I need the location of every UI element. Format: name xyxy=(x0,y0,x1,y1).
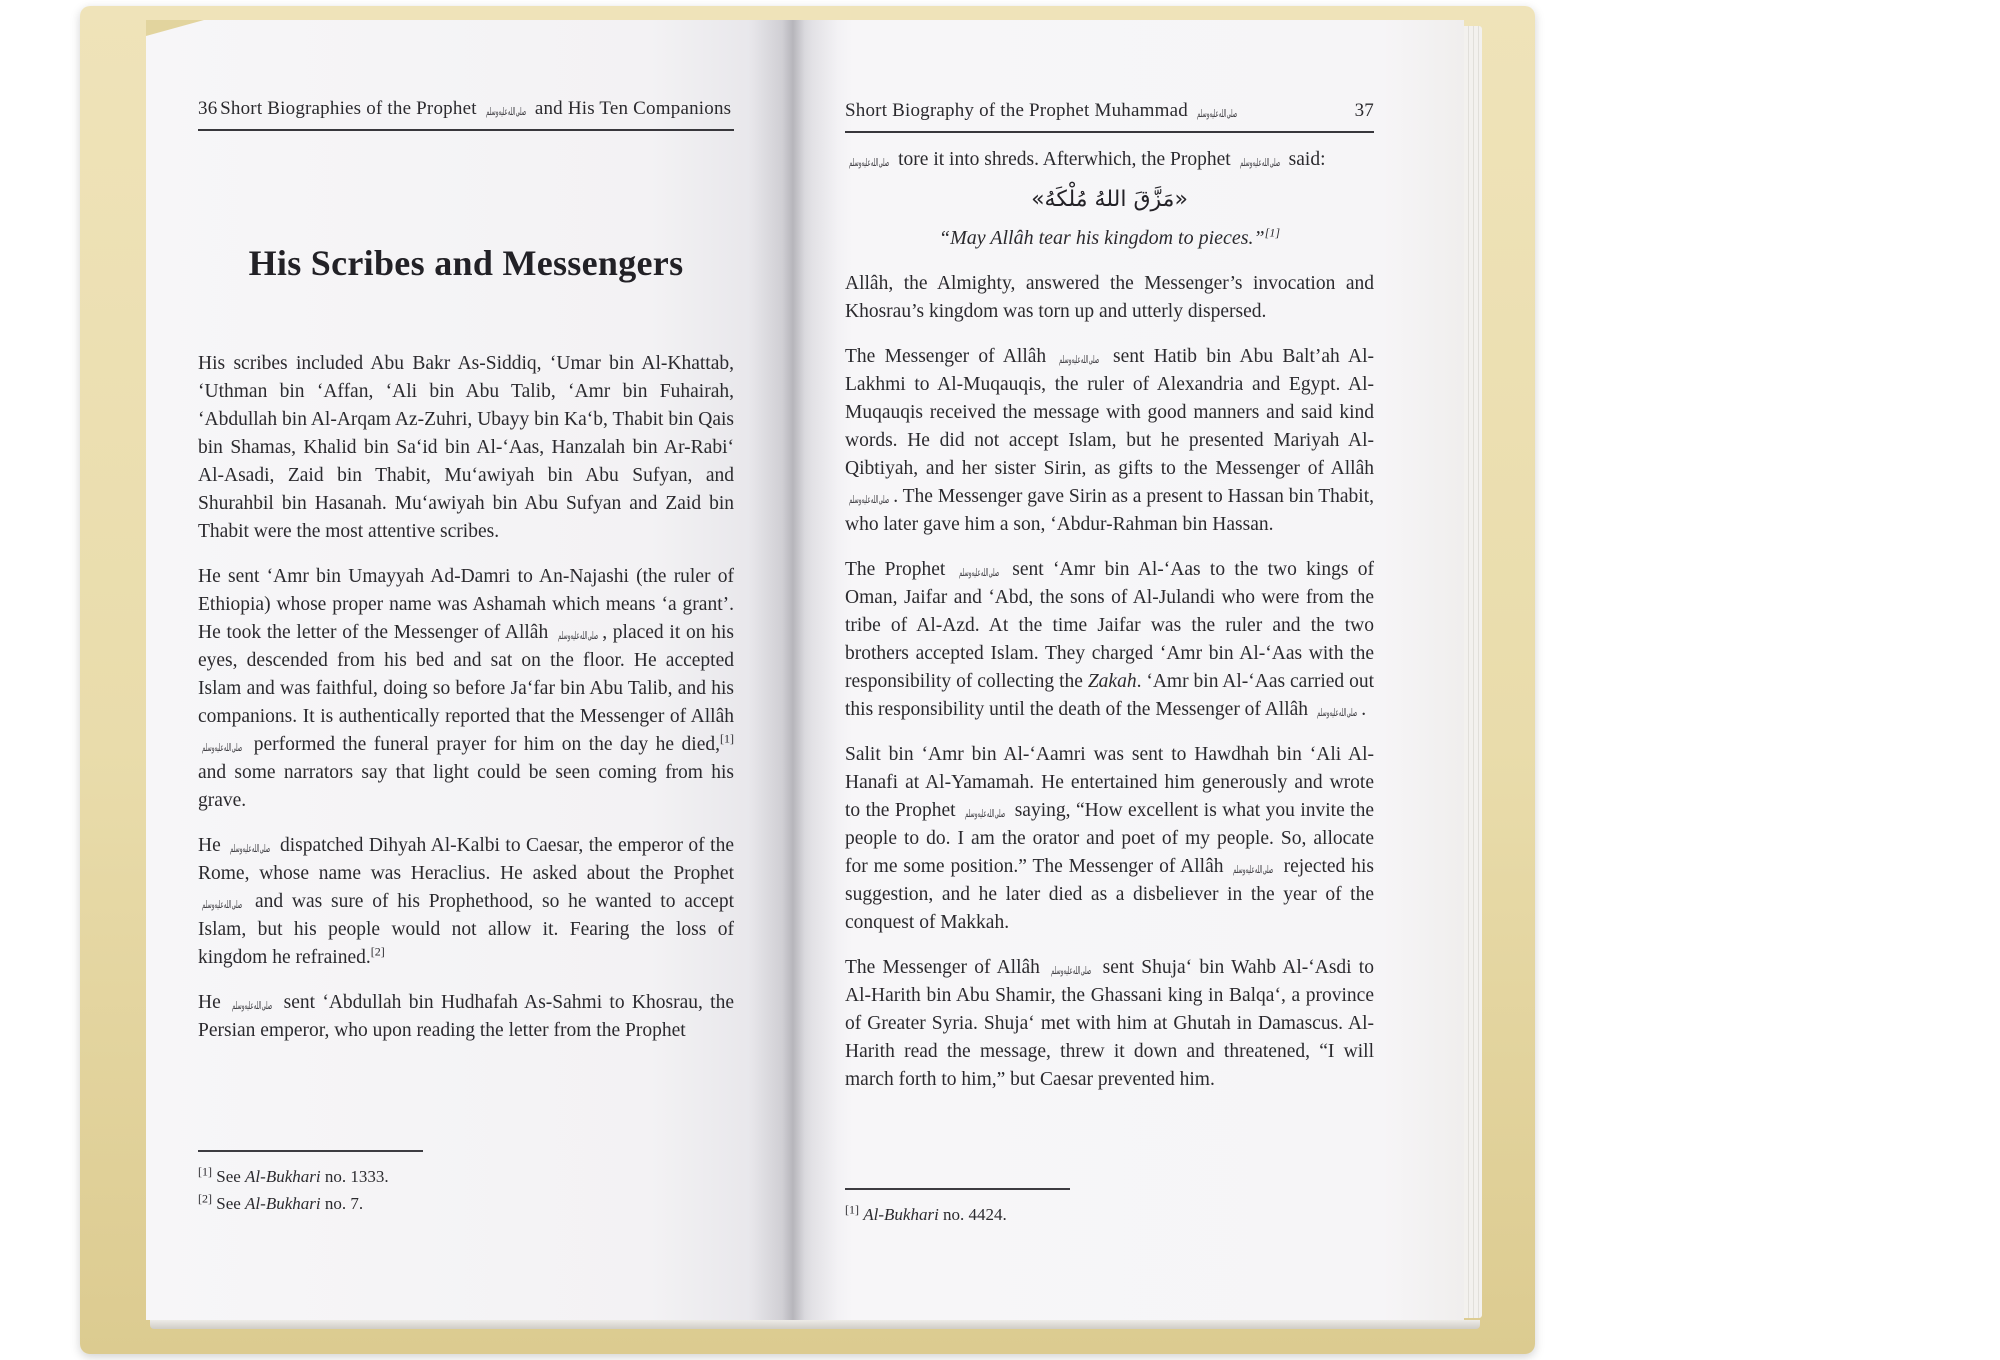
paragraph: Allâh, the Almighty, answered the Messenger’s invocation and Khosrau’s kingdom was torn up and utterly dispersed. xyxy=(845,273,1374,322)
right-footnotes xyxy=(845,1202,1374,1227)
pbuh-calligraphy-icon: صلى الله عليه وسلم xyxy=(202,742,243,754)
footnote: [1] Al-Bukhari no. 4424. xyxy=(845,1202,1007,1224)
paragraph: The Messenger of Allâh صلى الله عليه وسلم sent Hatib bin Abu Balt’ah Al-Lakhmi to Al-Muqauqis, the ruler of Alexandria and Egypt. Al-Muqauqis received the message with good manners and said kind words. He did not accept Islam, but he presented Mariyah Al-Qibtiyah, and her sister Sirin, as gifts to the Messenger of Allâh صلى الله عليه وسلم . The Messenger gave Sirin as a present to Hassan bin Thabit, who later gave him a son, ‘Abdur-Rahman bin Hassan. xyxy=(845,346,1374,535)
pbuh-calligraphy-icon: صلى الله عليه وسلم xyxy=(965,808,1006,820)
pbuh-calligraphy-icon: صلى الله عليه وسلم xyxy=(849,157,890,169)
left-header-text: Short Biographies of the Prophet صلى الله عليه وسلم and His Ten Companions xyxy=(220,98,732,119)
right-running-header xyxy=(845,100,1374,133)
paragraph: The Messenger of Allâh صلى الله عليه وسلم sent Shuja‘ bin Wahb Al-‘Asdi to Al-Harith bin Abu Shamir, the Ghassani king in Balqa‘, a province of Greater Syria. Shuja‘ met with him at Ghutah in Damascus. Al-Harith read the message, threw it down and threatened, “I will march forth to him,” but Caesar prevented him. xyxy=(845,957,1374,1090)
left-page-body xyxy=(198,350,734,1062)
cover-corner-fold xyxy=(146,20,204,36)
pbuh-calligraphy-icon: صلى الله عليه وسلم xyxy=(558,630,599,642)
pbuh-calligraphy-icon: صلى الله عليه وسلم xyxy=(1239,157,1280,169)
left-footnote-block xyxy=(198,1150,734,1218)
arabic-quote: «مَزَّقَ اللهُ مُلْكَهُ» xyxy=(1031,187,1188,212)
pbuh-calligraphy-icon: صلى الله عليه وسلم xyxy=(1317,707,1358,719)
right-page xyxy=(792,20,1464,1320)
footnote-rule xyxy=(198,1150,423,1152)
paragraph: The Prophet صلى الله عليه وسلم sent ‘Amr bin Al-‘Aas to the two kings of Oman, Jaifar and ‘Abd, the sons of Al-Julandi who were from the tribe of Al-Azd. At the time Jaifar was the ruler and the two brothers accepted Islam. They charged ‘Amr bin Al-‘Aas with the responsibility of collecting the Zakah. ‘Amr bin Al-‘Aas carried out this responsibility until the death of the Messenger of Allâh صلى الله عليه وسلم . xyxy=(845,559,1374,720)
pbuh-calligraphy-icon: صلى الله عليه وسلم xyxy=(485,106,526,118)
paragraph: Salit bin ‘Amr bin Al-‘Aamri was sent to Hawdhah bin ‘Ali Al-Hanafi at Al-Yamamah. He entertained him generously and wrote to the Prophet صلى الله عليه وسلم saying, “How excellent is what you invite the people to do. I am the orator and poet of my people. So, allocate for me some position.” The Messenger of Allâh صلى الله عليه وسلم rejected his suggestion, and he later died as a disbeliever in the year of the conquest of Makkah. xyxy=(845,744,1375,933)
pbuh-calligraphy-icon: صلى الله عليه وسلم xyxy=(202,899,243,911)
right-page-body xyxy=(845,146,1374,1111)
left-page-number: 36 xyxy=(198,98,218,119)
lead-paragraph: صلى الله عليه وسلم tore it into shreds. Afterwhich, the Prophet صلى الله عليه وسلم said: xyxy=(849,149,1326,170)
paragraph: His scribes included Abu Bakr As-Siddiq, ‘Umar bin Al-Khattab, ‘Uthman bin ‘Affan, ‘Ali bin Abu Talib, ‘Amr bin Fuhairah, ‘Abdullah bin Al-Arqam Az-Zuhri, Ubayy bin Ka‘b, Thabit bin Qais bin Shamas, Khalid bin Sa‘id bin Al-‘Aas, Hanzalah bin Ar-Rabi‘ Al-Asadi, Zaid bin Thabit, Mu‘awiyah bin Abu Sufyan, and Shurahbil bin Hasanah. Mu‘awiyah bin Abu Sufyan and Zaid bin Thabit were the most attentive scribes. xyxy=(198,353,734,542)
pbuh-calligraphy-icon: صلى الله عليه وسلم xyxy=(232,1000,273,1012)
right-footnote-block xyxy=(845,1188,1374,1229)
paragraph: He صلى الله عليه وسلم dispatched Dihyah Al-Kalbi to Caesar, the emperor of the Rome, whose name was Heraclius. He asked about the Prophet صلى الله عليه وسلم and was sure of his Prophethood, so he wanted to accept Islam, but his people would not allow it. Fearing the loss of kingdom he refrained.[2] xyxy=(198,835,734,968)
quote-translation: “May Allâh tear his kingdom to pieces.”[1] xyxy=(938,225,1281,249)
right-header-text: Short Biography of the Prophet Muhammad صلى الله عليه وسلم xyxy=(845,100,1238,121)
page-edge-stack xyxy=(1464,26,1482,1318)
paragraph: He sent ‘Amr bin Umayyah Ad-Damri to An-Najashi (the ruler of Ethiopia) whose proper name was Ashamah which means ‘a grant’. He took the letter of the Messenger of Allâh صلى الله عليه وسلم , placed it on his eyes, descended from his bed and sat on the floor. He accepted Islam and was faithful, doing so before Ja‘far bin Abu Talib, and his companions. It is authentically reported that the Messenger of Allâh صلى الله عليه وسلم performed the funeral prayer for him on the day he died,[1] and some narrators say that light could be seen coming from his grave. xyxy=(198,566,734,811)
pbuh-calligraphy-icon: صلى الله عليه وسلم xyxy=(230,843,271,855)
page-bottom-stack xyxy=(150,1320,1480,1329)
pbuh-calligraphy-icon: صلى الله عليه وسلم xyxy=(1059,354,1100,366)
chapter-title: His Scribes and Messengers xyxy=(248,243,684,283)
footnote: [1] See Al-Bukhari no. 1333. xyxy=(198,1164,389,1186)
pbuh-calligraphy-icon: صلى الله عليه وسلم xyxy=(1196,108,1238,120)
left-running-header xyxy=(198,98,734,131)
pbuh-calligraphy-icon: صلى الله عليه وسلم xyxy=(1233,864,1274,876)
footnote: [2] See Al-Bukhari no. 7. xyxy=(198,1191,364,1213)
right-page-number: 37 xyxy=(1354,100,1374,121)
left-footnotes xyxy=(198,1164,734,1216)
footnote-rule xyxy=(845,1188,1070,1190)
pbuh-calligraphy-icon: صلى الله عليه وسلم xyxy=(958,567,999,579)
right-paragraphs xyxy=(845,270,1374,1094)
paragraph: He صلى الله عليه وسلم sent ‘Abdullah bin Hudhafah As-Sahmi to Khosrau, the Persian emperor, who upon reading the letter from the Prophet xyxy=(198,992,734,1041)
left-page xyxy=(146,20,792,1320)
pbuh-calligraphy-icon: صلى الله عليه وسلم xyxy=(849,494,890,506)
pbuh-calligraphy-icon: صلى الله عليه وسلم xyxy=(1051,965,1092,977)
